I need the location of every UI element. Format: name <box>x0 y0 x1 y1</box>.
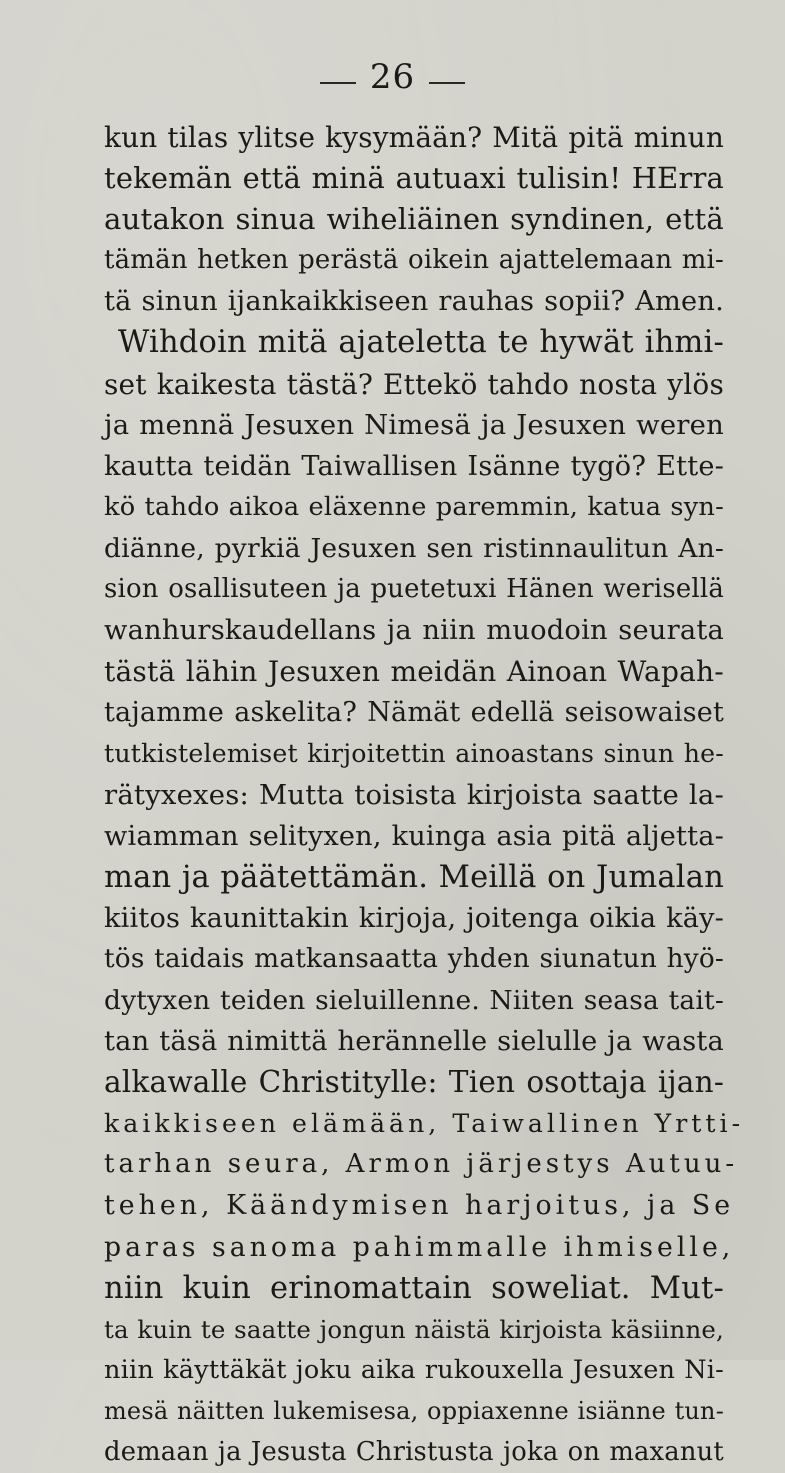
text-line: ja mennä Jesuxen Nimesä ja Jesuxen weren <box>104 408 724 441</box>
text-line: demaan ja Jesusta Christusta joka on maxanut <box>104 1437 724 1467</box>
text-line: tajamme askelita? Nämät edellä seisowaiset <box>104 697 724 729</box>
page-number: 26 <box>369 57 416 97</box>
left-dash <box>320 82 356 84</box>
text-line: tekemän että minä autuaxi tulisin! HErra <box>104 161 724 196</box>
text-line: wiamman selityxen, kuinga asia pitä aljetta- <box>104 820 724 852</box>
text-line: tämän hetken perästä oikein ajattelemaan mi- <box>104 245 724 276</box>
text-line: tä sinun ijankaikkiseen rauhas sopii? Amen. <box>104 286 724 318</box>
text-line: kun tilas ylitse kysymään? Mitä pitä minun <box>104 121 724 154</box>
text-line: man ja päätettämän. Meillä on Jumalan <box>104 859 724 895</box>
text-line: wanhurskaudellans ja niin muodoin seurata <box>104 615 724 647</box>
text-line: dytyxen teiden sieluillenne. Niiten seasa tait- <box>104 984 724 1016</box>
text-line: autakon sinua wiheliäinen syndinen, että <box>104 202 724 237</box>
text-line: tutkistelemiset kirjoitettin ainoastans sinun he- <box>104 739 724 769</box>
text-line: kiitos kaunittakin kirjoja, joitenga oikia käy- <box>104 902 724 934</box>
text-line: kaikkiseen elämään, Taiwallinen Yrtti- <box>104 1109 745 1139</box>
text-line: alkawalle Christitylle: Tien osottaja ijan- <box>104 1065 724 1100</box>
text-line: Wihdoin mitä ajateletta te hywät ihmi- <box>118 325 724 361</box>
text-line: sion osallisuteen ja puetetuxi Hänen werisellä <box>104 574 724 605</box>
text-line: kautta teidän Taiwallisen Isänne tygö? Ette- <box>104 450 724 482</box>
right-dash <box>429 82 465 84</box>
text-line: diänne, pyrkiä Jesuxen sen ristinnaulitun An- <box>104 532 724 564</box>
text-line: tös taidais matkansaatta yhden siunatun hyö- <box>104 943 724 974</box>
text-line: ta kuin te saatte jongun näistä kirjoista käsiinne, <box>104 1314 724 1344</box>
page-header <box>0 52 785 102</box>
text-line: kö tahdo aikoa eläxenne paremmin, katua syn- <box>104 491 724 522</box>
text-line: niin kuin erinomattain soweliat. Mut- <box>104 1270 724 1306</box>
text-line: rätyxexes: Mutta toisista kirjoista saatte la- <box>104 778 724 811</box>
text-line: tästä lähin Jesuxen meidän Ainoan Wapah- <box>104 655 724 689</box>
text-line: set kaikesta tästä? Ettekö tahdo nosta ylös <box>104 367 724 401</box>
text-line: tan täsä nimittä herännelle sielulle ja wasta <box>104 1026 724 1058</box>
text-line: paras sanoma pahimmalle ihmiselle, <box>104 1231 735 1263</box>
text-line: mesä näitten lukemisesa, oppiaxenne isiänne tun- <box>104 1396 724 1425</box>
text-line: niin käyttäkät joku aika rukouxella Jesuxen Ni- <box>104 1354 724 1385</box>
text-line: tehen, Käändymisen harjoitus, ja Se <box>104 1190 735 1222</box>
text-line: tarhan seura, Armon järjestys Autuu- <box>104 1149 739 1180</box>
body-text <box>104 117 745 1473</box>
